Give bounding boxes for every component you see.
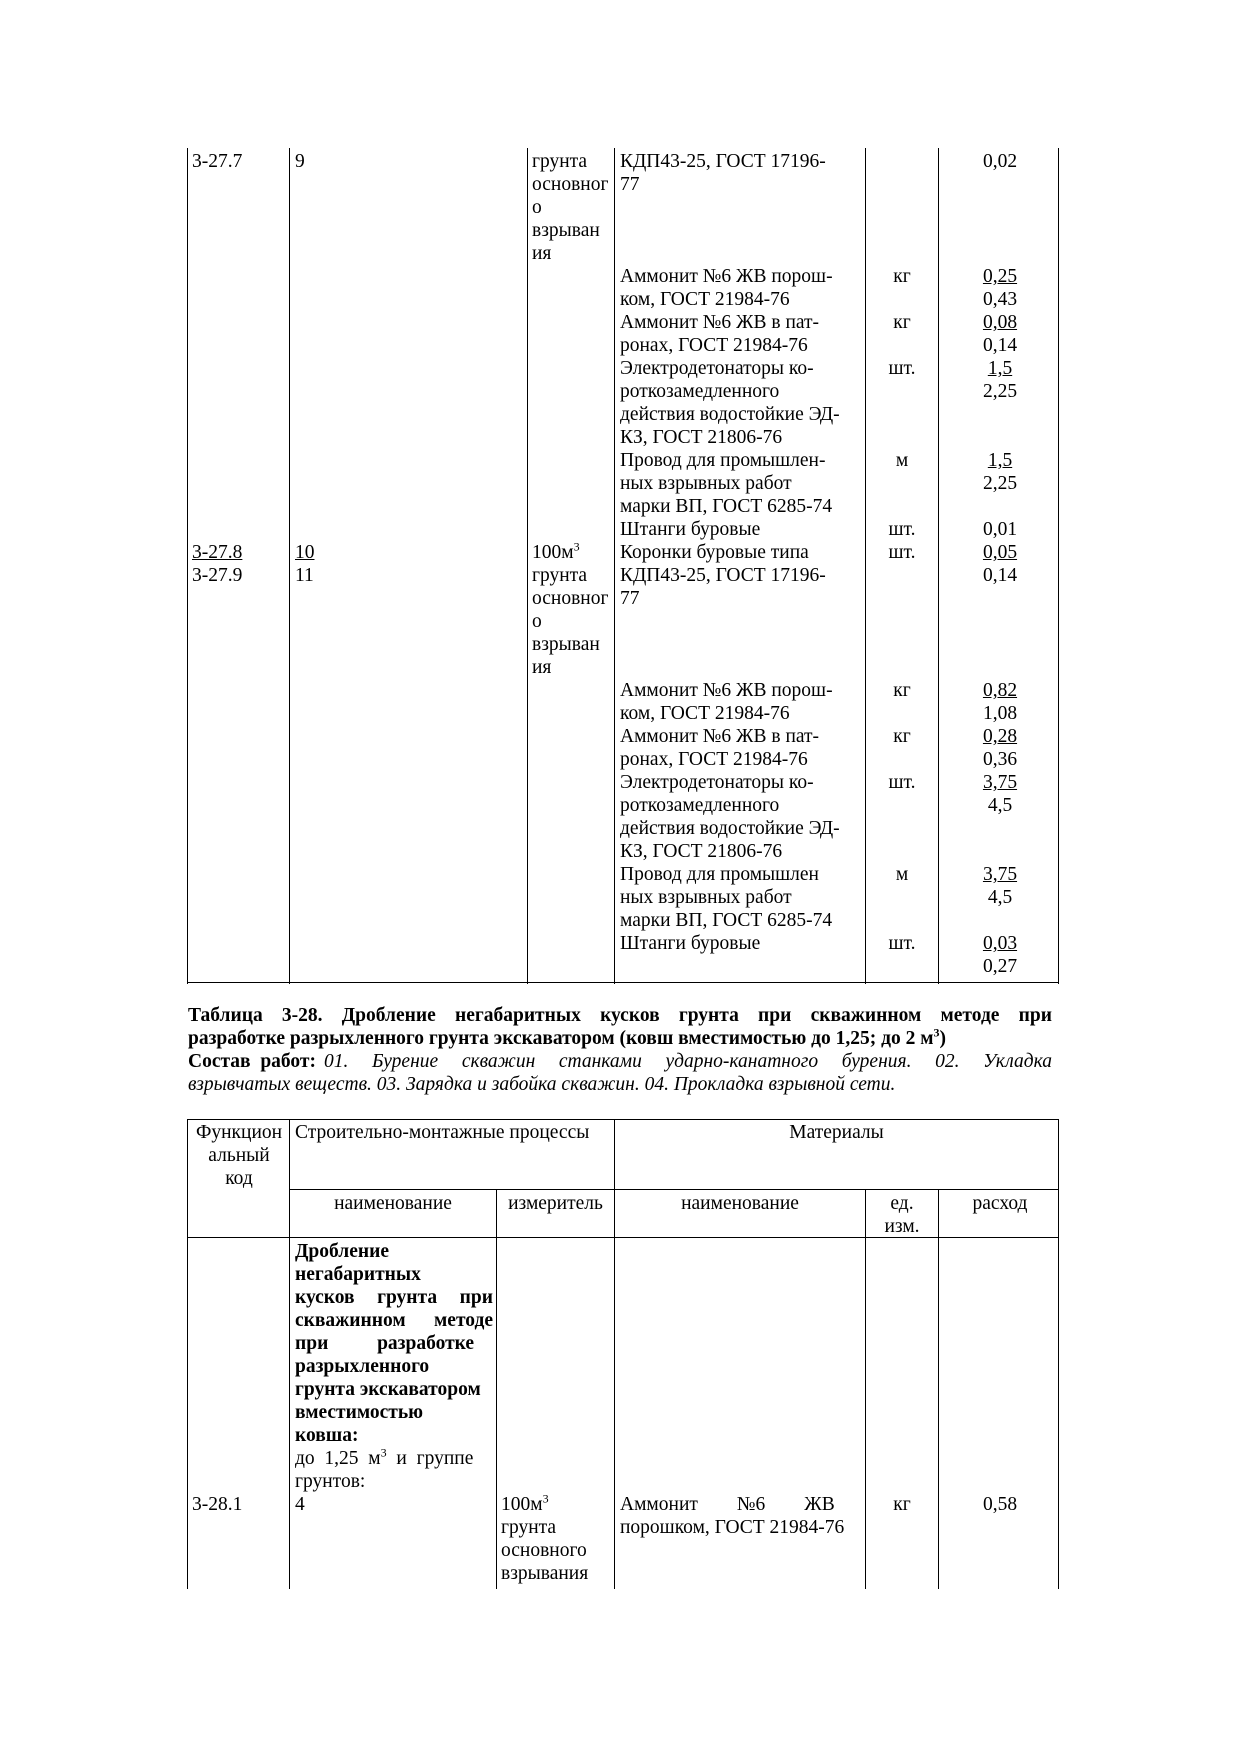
consumption-value: 0,58 (982, 1494, 1018, 1515)
material-name: Электродетонаторы ко- роткозамедленного действия водостойкие ЭД- КЗ, ГОСТ 21806-76 (620, 772, 840, 862)
section-title: Дробление негабаритных кусков грунта при скважинном методе при разработке разрыхленного грунта экскаватором вместимостью ковша: (295, 1241, 493, 1446)
material-unit: шт. (888, 772, 916, 793)
row-arg: 11 (295, 565, 314, 586)
header-mat-name: наименование (681, 1193, 799, 1214)
consumption-value: 0,03 (982, 933, 1018, 954)
consumption-value: 0,28 (982, 726, 1018, 747)
consumption-value: 4,5 (987, 795, 1013, 816)
consumption-value: 0,82 (982, 680, 1018, 701)
row-meter: $100м^3$ грунта основного взрывания (501, 1491, 589, 1584)
consumption-value: 2,25 (982, 473, 1018, 494)
consumption-value: 1,5 (987, 450, 1013, 471)
consumption-value: 1,08 (982, 703, 1018, 724)
material-unit: шт. (888, 358, 916, 379)
material-name: КДП43-25, ГОСТ 17196- 77 (620, 151, 826, 195)
header-meter: измеритель (508, 1193, 603, 1214)
consumption-value: 0,25 (982, 266, 1018, 287)
row-code: 3-27.9 (192, 565, 243, 586)
table-divider (614, 1119, 615, 1589)
material-name: Провод для промышлен ных взрывных работ марки ВП, ГОСТ 6285-74 (620, 864, 833, 931)
material-unit: кг (893, 1494, 911, 1515)
table-divider (496, 1189, 497, 1589)
table-border-left (187, 148, 188, 984)
consumption-value: 0,43 (982, 289, 1018, 310)
row-arg: 10 (295, 542, 315, 563)
material-unit: м (895, 450, 909, 471)
material-name: Аммонит №6 ЖВ в пат- ронах, ГОСТ 21984-76 (620, 726, 820, 770)
caption-title: Таблица 3-28. Дробление негабаритных кусков грунта при скважинном методе при (188, 1005, 1052, 1026)
consumption-value: 0,08 (982, 312, 1018, 333)
header-func-code: Функцион альный код (195, 1122, 283, 1189)
material-name: Коронки буровые типа КДП43-25, ГОСТ 17196- 77 (620, 542, 826, 609)
table-divider (938, 1189, 939, 1589)
material-name: Аммонит №6 ЖВ порош- ком, ГОСТ 21984-76 (620, 680, 833, 724)
row-code: 3-28.1 (192, 1494, 243, 1515)
header-consumption: расход (972, 1193, 1028, 1214)
section-subtitle: до 1,25 $м^3$ и группе грунтов: (295, 1445, 474, 1492)
material-unit: м (895, 864, 909, 885)
header-unit: ед. изм. (884, 1193, 920, 1237)
material-unit: шт. (888, 933, 916, 954)
consumption-value: 0,05 (982, 542, 1018, 563)
header-name: наименование (334, 1193, 452, 1214)
work-composition-cont: взрывчатых веществ. 03. Зарядка и забойка скважин. 04. Прокладка взрывной сети. (188, 1074, 896, 1095)
material-name: Аммонит №6 ЖВ в пат- ронах, ГОСТ 21984-76 (620, 312, 820, 356)
consumption-value: 1,5 (987, 358, 1013, 379)
work-composition: Состав работ: 01. Бурение скважин станками ударно-канатного бурения. 02. Укладка (188, 1051, 1052, 1072)
material-unit: шт. (888, 542, 916, 563)
material-name: Электродетонаторы ко- роткозамедленного действия водостойкие ЭД- КЗ, ГОСТ 21806-76 (620, 358, 840, 448)
table-caption (188, 1004, 1052, 1096)
table-divider (938, 148, 939, 984)
consumption-value: 3,75 (982, 864, 1018, 885)
table-border-right (1058, 1119, 1059, 1589)
consumption-value: 2,25 (982, 381, 1018, 402)
row-code: 3-27.8 (192, 542, 243, 563)
consumption-value: 0,27 (982, 956, 1018, 977)
row-meter: $100м^3$ грунта основног о взрыван ия (532, 539, 609, 678)
consumption-value: 4,5 (987, 887, 1013, 908)
consumption-value: 0,14 (982, 565, 1018, 586)
header-processes: Строительно-монтажные процессы (295, 1122, 590, 1143)
table-border-top (187, 1119, 1059, 1120)
material-unit: кг (893, 680, 911, 701)
header-materials: Материалы (789, 1122, 884, 1143)
material-name: Штанги буровые (620, 933, 761, 954)
consumption-value: 0,36 (982, 749, 1018, 770)
table-divider (289, 148, 290, 984)
consumption-value: 0,01 (982, 519, 1018, 540)
table-border-left (187, 1119, 188, 1589)
header-divider (289, 1189, 1059, 1190)
row-arg: 4 (295, 1494, 305, 1515)
table-divider (865, 1189, 866, 1589)
table-divider (289, 1119, 290, 1589)
material-unit: шт. (888, 519, 916, 540)
material-name: Аммонит №6 ЖВ порошком, ГОСТ 21984-76 (620, 1494, 845, 1538)
material-unit: кг (893, 266, 911, 287)
row-meter: грунта основног о взрыван ия (532, 151, 609, 264)
material-unit: кг (893, 312, 911, 333)
material-unit: кг (893, 726, 911, 747)
caption-title-cont: разработке разрыхленного грунта экскаватором (ковш вместимостью до 1,25; до 2 $м^3$) (188, 1025, 946, 1049)
material-name: Штанги буровые (620, 519, 761, 540)
table-divider (527, 148, 528, 984)
consumption-value: 3,75 (982, 772, 1018, 793)
row-arg: 9 (295, 151, 305, 172)
row-code: 3-27.7 (192, 151, 243, 172)
consumption-value: 0,14 (982, 335, 1018, 356)
table-border-bottom (187, 982, 1059, 983)
consumption-value: 0,02 (982, 151, 1018, 172)
material-name: Аммонит №6 ЖВ порош- ком, ГОСТ 21984-76 (620, 266, 833, 310)
material-name: Провод для промышлен- ных взрывных работ марки ВП, ГОСТ 6285-74 (620, 450, 833, 517)
